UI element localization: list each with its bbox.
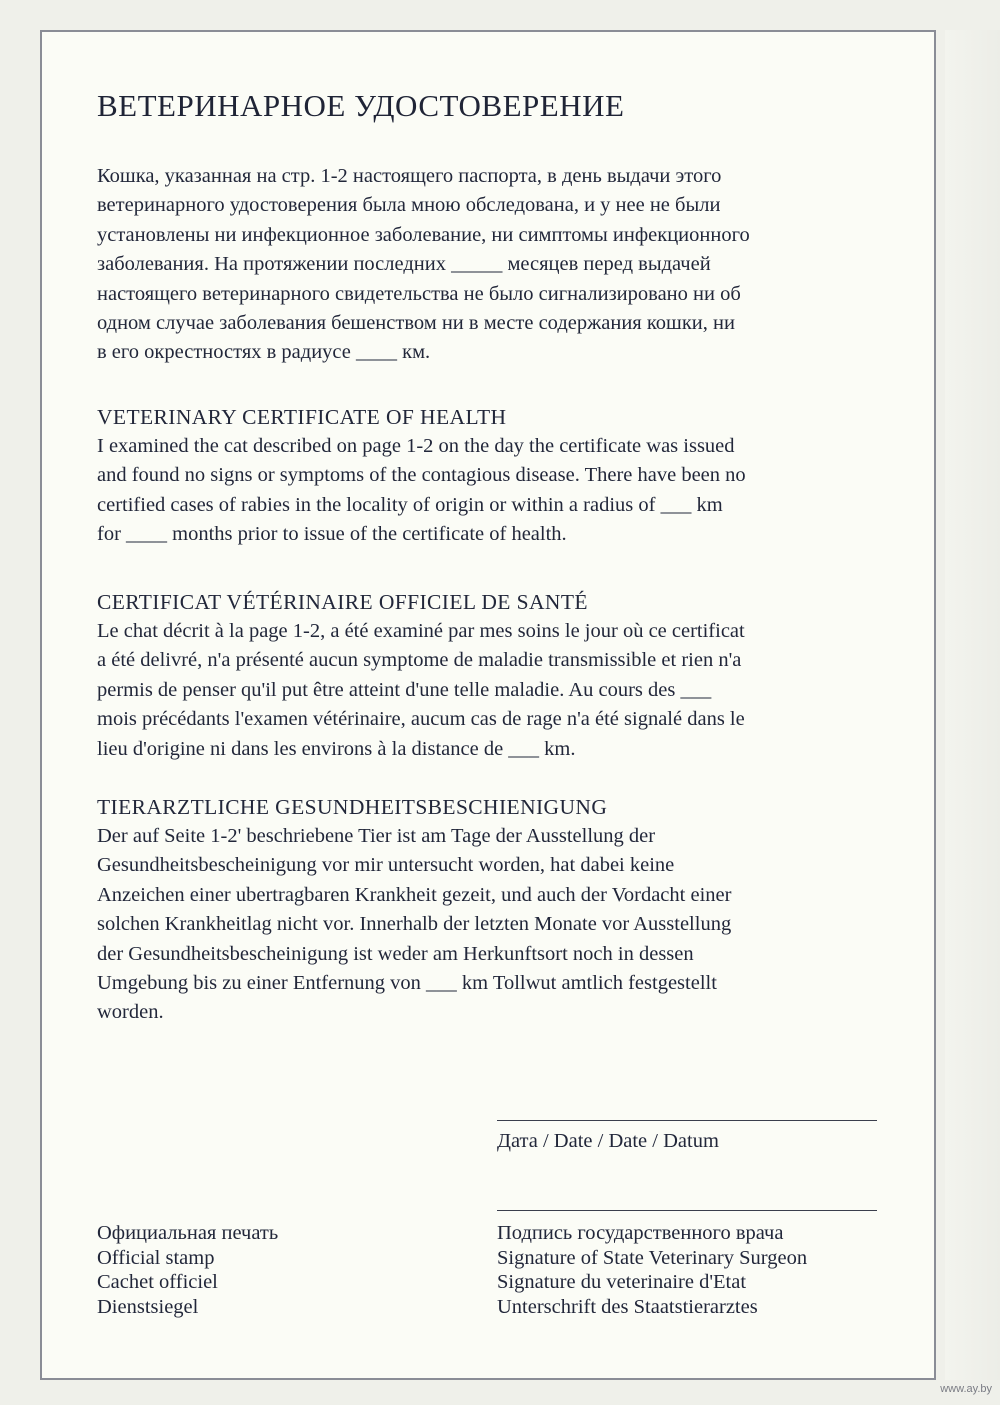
section-english [97,403,925,550]
paragraph-line: Кошка, указанная на стр. 1-2 настоящего паспорта, в день выдачи этого [97,165,722,187]
section-russian [97,162,925,368]
page-title: ВЕТЕРИНАРНОЕ УДОСТОВЕРЕНИЕ [97,88,625,123]
paragraph-line: for ____ months prior to issue of the certificate of health. [97,523,567,546]
section-french [97,588,925,764]
date-label: Дата / Date / Date / Datum [497,1130,719,1152]
paragraph-line: permis de penser qu'il put être atteint d'une telle maladie. Au cours des ___ [97,678,712,701]
signature-label: Signature du veterinaire d'Etat [497,1271,747,1294]
paragraph-line: certified cases of rabies in the locality of origin or within a radius of ___ km [97,493,723,516]
section-german [97,793,925,1028]
stamp-label: Dienstsiegel [97,1296,199,1319]
paragraph-line: Umgebung bis zu einer Entfernung von ___ km Tollwut amtlich festgestellt [97,972,717,995]
paragraph-line: lieu d'origine ni dans les environs à la distance de ___ km. [97,737,576,760]
stamp-label: Official stamp [97,1246,215,1269]
english-paragraph [97,432,925,550]
paragraph-line: I examined the cat described on page 1-2 on the day the certificate was issued [97,435,735,457]
russian-paragraph [97,162,925,368]
paragraph-line: solchen Krankheitlag nicht vor. Innerhalb der letzten Monate vor Ausstellung [97,913,732,936]
paragraph-line: Gesundheitsbescheinigung vor mir untersucht worden, hat dabei keine [97,854,675,877]
paragraph-line: в его окрестностях в радиусе ____ км. [97,341,431,364]
paragraph-line: Le chat décrit à la page 1-2, a été examiné par mes soins le jour où ce certificat [97,620,745,642]
signature-label: Signature of State Veterinary Surgeon [497,1246,808,1269]
paragraph-line: заболевания. На протяжении последних _____ месяцев перед выдачей [97,253,711,276]
french-heading: CERTIFICAT VÉTÉRINAIRE OFFICIEL DE SANTÉ [97,590,588,614]
paragraph-line: der Gesundheitsbescheinigung ist weder am Herkunftsort noch in dessen [97,942,694,965]
paragraph-line: worden. [97,1001,164,1024]
signature-label: Подпись государственного врача [497,1222,784,1244]
signature-line [497,1210,877,1211]
date-line [497,1120,877,1121]
stamp-label: Cachet officiel [97,1271,218,1294]
english-heading: VETERINARY CERTIFICATE OF HEALTH [97,405,507,429]
paragraph-line: Anzeichen einer ubertragbaren Krankheit gezeit, und auch der Vordacht einer [97,883,732,906]
official-stamp-labels [97,1221,278,1320]
german-paragraph [97,822,925,1028]
french-paragraph [97,617,925,764]
signature-labels [497,1221,807,1320]
paragraph-line: a été delivré, n'a présenté aucun symptome de maladie transmissible et rien n'a [97,649,742,672]
adjacent-page-edge [945,30,1000,1380]
signature-label: Unterschrift des Staatstierarztes [497,1296,758,1319]
paragraph-line: and found no signs or symptoms of the contagious disease. There have been no [97,464,746,487]
paragraph-line: Der auf Seite 1-2' beschriebene Tier ist am Tage der Ausstellung der [97,825,656,847]
paragraph-line: ветеринарного удостоверения была мною обследована, и у нее не были [97,194,721,217]
stamp-label: Официальная печать [97,1222,279,1244]
site-watermark: www.ay.by [940,1383,992,1395]
paragraph-line: одном случае заболевания бешенством ни в месте содержания кошки, ни [97,312,735,335]
paragraph-line: установлены ни инфекционное заболевание, ни симптомы инфекционного [97,223,750,246]
german-heading: TIERARZTLICHE GESUNDHEITSBESCHIENIGUNG [97,795,608,819]
paragraph-line: mois précédants l'examen vétérinaire, aucum cas de rage n'a été signalé dans le [97,708,745,731]
paragraph-line: настоящего ветеринарного свидетельства не было сигнализировано ни об [97,282,741,305]
